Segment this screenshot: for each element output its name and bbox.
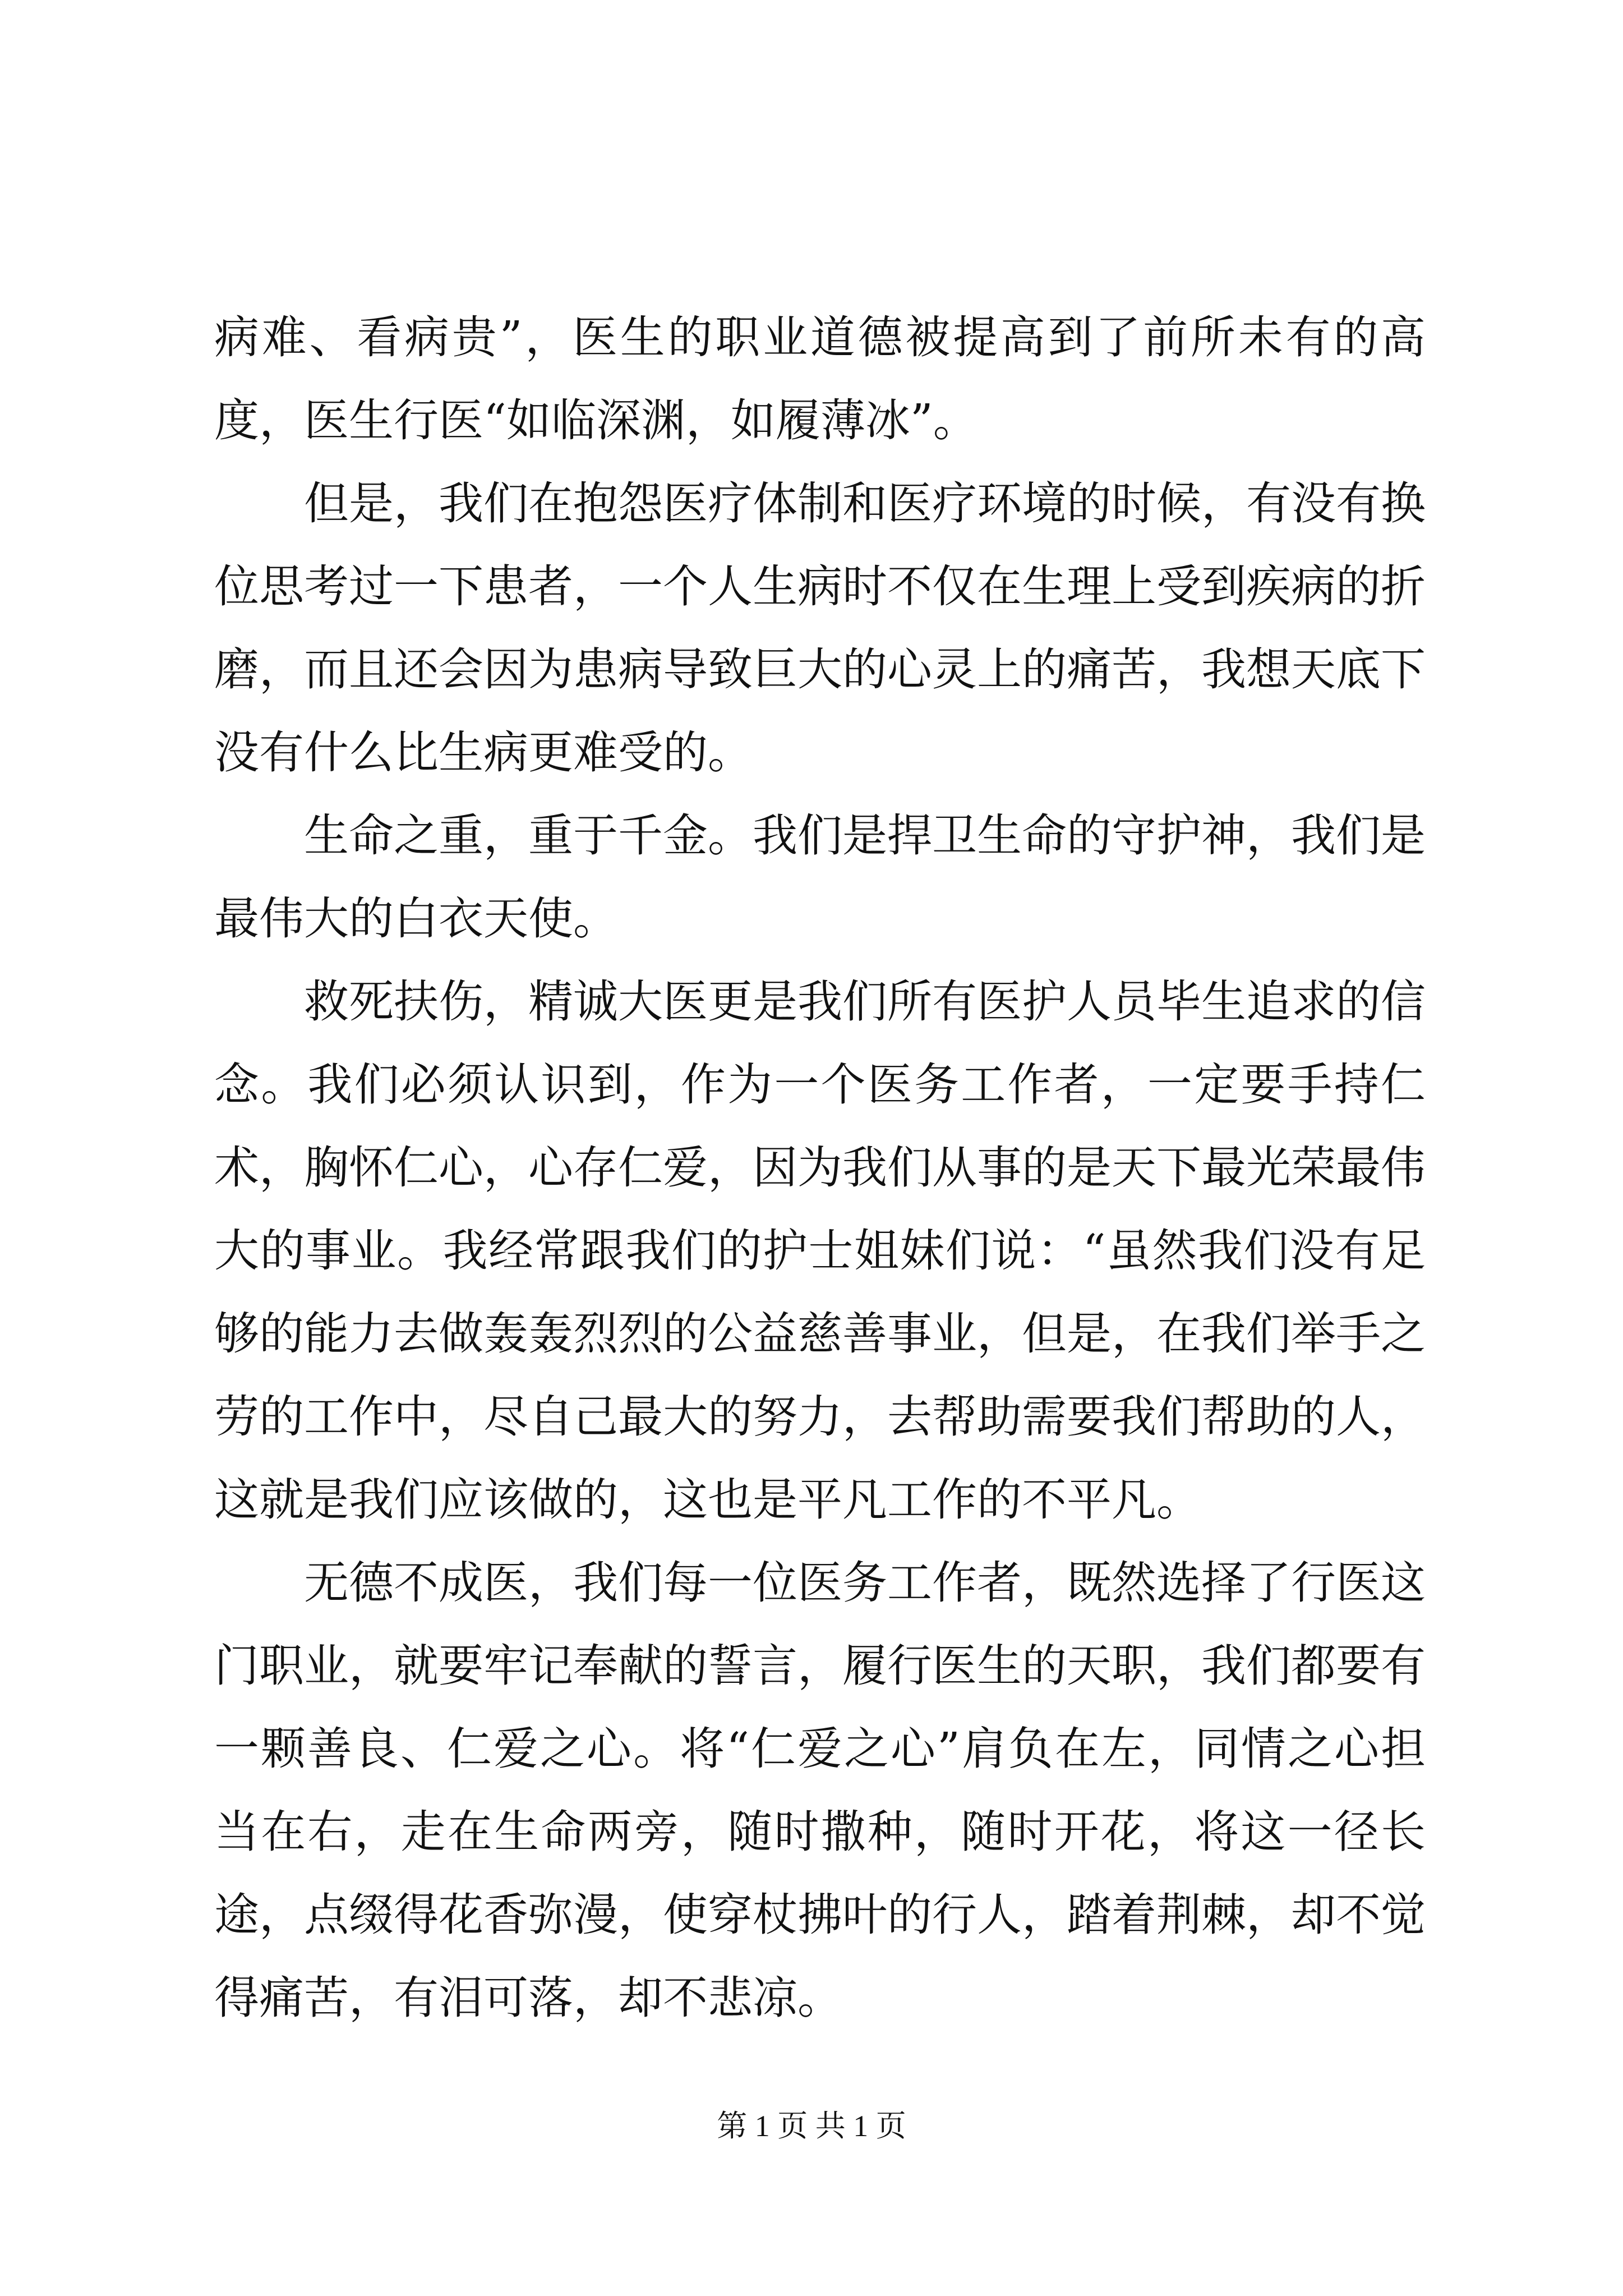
document-body bbox=[214, 296, 1426, 2040]
paragraph-2: 但是，我们在抱怨医疗体制和医疗环境的时候，有没有换位思考过一下患者，一个人生病时不仅在生理上受到疾病的折磨，而且还会因为患病导致巨大的心灵上的痛苦，我想天底下没有什么比生病更难受的。 bbox=[214, 477, 1426, 779]
paragraph-4: 救死扶伤，精诚大医更是我们所有医护人员毕生追求的信念。我们必须认识到，作为一个医务工作者，一定要手持仁术，胸怀仁心，心存仁爱，因为我们从事的是天下最光荣最伟大的事业。我经常跟我们的护士姐妹们说：“虽然我们没有足够的能力去做轰轰烈烈的公益慈善事业，但是，在我们举手之劳的工作中，尽自己最大的努力，去帮助需要我们帮助的人，这就是我们应该做的，这也是平凡工作的不平凡。 bbox=[214, 976, 1426, 1526]
page-number-label: 第 1 页 共 1 页 bbox=[717, 2109, 906, 2143]
paragraph-5: 无德不成医，我们每一位医务工作者，既然选择了行医这门职业，就要牢记奉献的誓言，履行医生的天职，我们都要有一颗善良、仁爱之心。将“仁爱之心”肩负在左，同情之心担当在右，走在生命两旁，随时撒种，随时开花，将这一径长途，点缀得花香弥漫，使穿杖拂叶的行人，踏着荆棘，却不觉得痛苦，有泪可落，却不悲凉。 bbox=[214, 1557, 1426, 2024]
paragraph-1: 病难、看病贵”，医生的职业道德被提高到了前所未有的高度，医生行医“如临深渊，如履薄冰”。 bbox=[214, 311, 1426, 447]
paragraph-3: 生命之重，重于千金。我们是捍卫生命的守护神，我们是最伟大的白衣天使。 bbox=[214, 809, 1426, 945]
page-footer bbox=[0, 2106, 1623, 2146]
